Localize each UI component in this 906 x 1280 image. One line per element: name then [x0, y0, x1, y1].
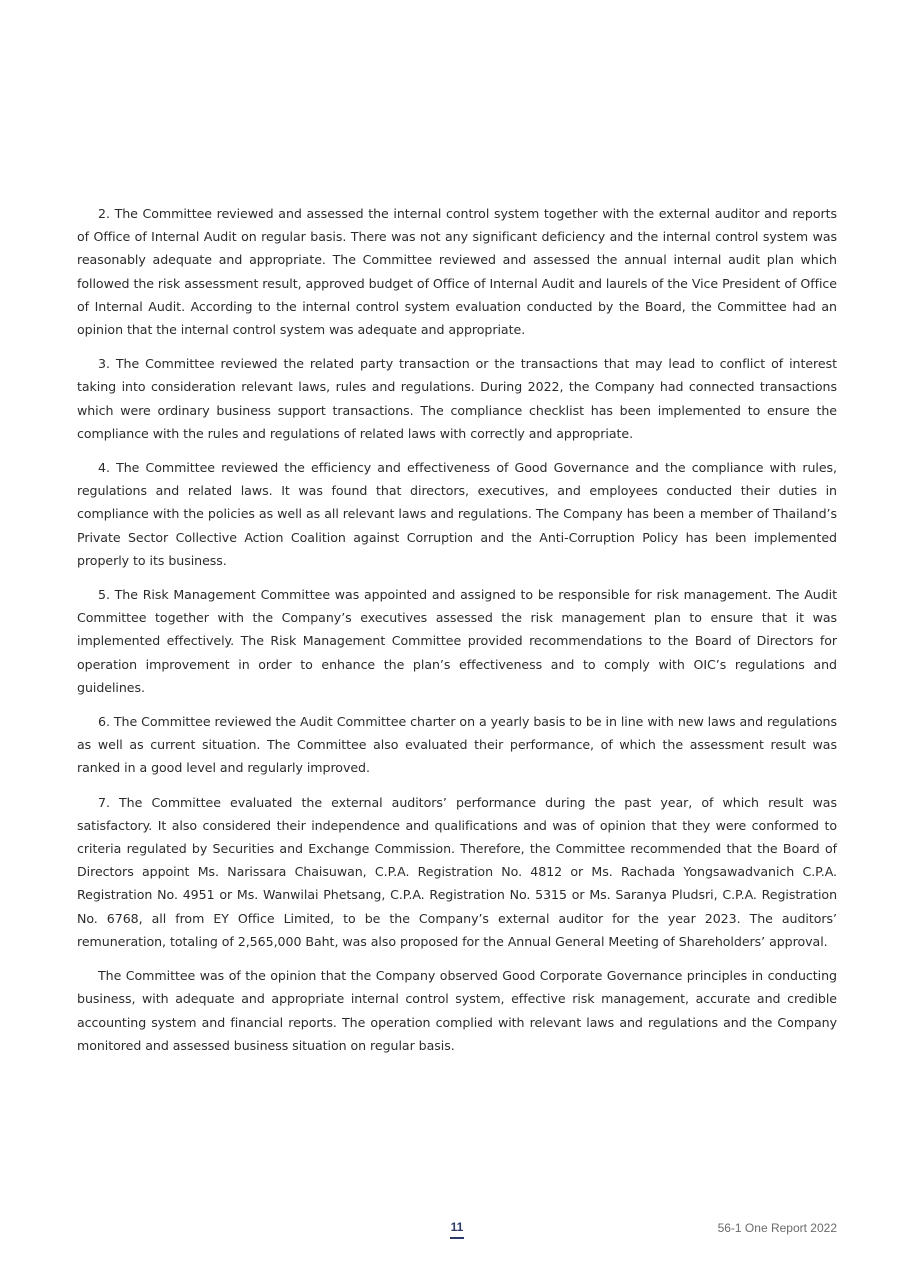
page-number — [437, 1220, 477, 1239]
paragraph-good-governance: 4. The Committee reviewed the efficiency and effectiveness of Good Governance and the compliance with rules, regulations and related laws. It was found that directors, executives, and employees conducted their duties in compliance with the policies as well as all relevant laws and regulations. The Company has been a member of Thailand’s Private Sector Collective Action Coalition against Corruption and the Anti-Corruption Policy has been implemented properly to its business. — [77, 460, 837, 568]
paragraph-charter-review: 6. The Committee reviewed the Audit Committee charter on a yearly basis to be in line with new laws and regulations as well as current situation. The Committee also evaluated their performance, of which the assessment result was ranked in a good level and regularly improved. — [77, 714, 837, 776]
paragraph-related-party: 3. The Committee reviewed the related party transaction or the transactions that may lead to conflict of interest taking into consideration relevant laws, rules and regulations. During 2022, the Company had connected transactions which were ordinary business support transactions. The compliance checklist has been implemented to ensure the compliance with the rules and regulations of related laws with correctly and appropriate. — [77, 356, 837, 441]
document-body — [77, 202, 837, 1068]
paragraph-internal-control: 2. The Committee reviewed and assessed the internal control system together with the external auditor and reports of Office of Internal Audit on regular basis. There was not any significant deficiency and the internal control system was reasonably adequate and appropriate. The Committee reviewed and assessed the annual internal audit plan which followed the risk assessment result, approved budget of Office of Internal Audit and laurels of the Vice President of Office of Internal Audit. According to the internal control system evaluation conducted by the Board, the Committee had an opinion that the internal control system was adequate and appropriate. — [77, 206, 837, 338]
paragraph-external-auditors: 7. The Committee evaluated the external auditors’ performance during the past year, of which result was satisfactory. It also considered their independence and qualifications and was of opinion that they were conformed to criteria regulated by Securities and Exchange Commission. Therefore, the Committee recommended that the Board of Directors appoint Ms. Narissara Chaisuwan, C.P.A. Registration No. 4812 or Ms. Rachada Yongsawadvanich C.P.A. Registration No. 4951 or Ms. Wanwilai Phetsang, C.P.A. Registration No. 5315 or Ms. Saranya Pludsri, C.P.A. Registration No. 6768, all from EY Office Limited, to be the Company’s external auditor for the year 2023. The auditors’ remuneration, totaling of 2,565,000 Baht, was also proposed for the Annual General Meeting of Shareholders’ approval. — [77, 794, 837, 949]
paragraph-risk-management: 5. The Risk Management Committee was appointed and assigned to be responsible for risk management. The Audit Committee together with the Company’s executives assessed the risk management plan to ensure that it was implemented effectively. The Risk Management Committee provided recommendations to the Board of Directors for operation improvement in order to enhance the plan’s effectiveness and to comply with OIC’s regulations and guidelines. — [77, 587, 837, 695]
page-number-underline — [450, 1237, 464, 1239]
page-number-text: 11 — [450, 1220, 464, 1234]
report-name: 56-1 One Report 2022 — [717, 1221, 837, 1235]
paragraph-conclusion: The Committee was of the opinion that the Company observed Good Corporate Governance principles in conducting business, with adequate and appropriate internal control system, effective risk management, accurate and credible accounting system and financial reports. The operation complied with relevant laws and regulations and the Company monitored and assessed business situation on regular basis. — [77, 968, 837, 1053]
